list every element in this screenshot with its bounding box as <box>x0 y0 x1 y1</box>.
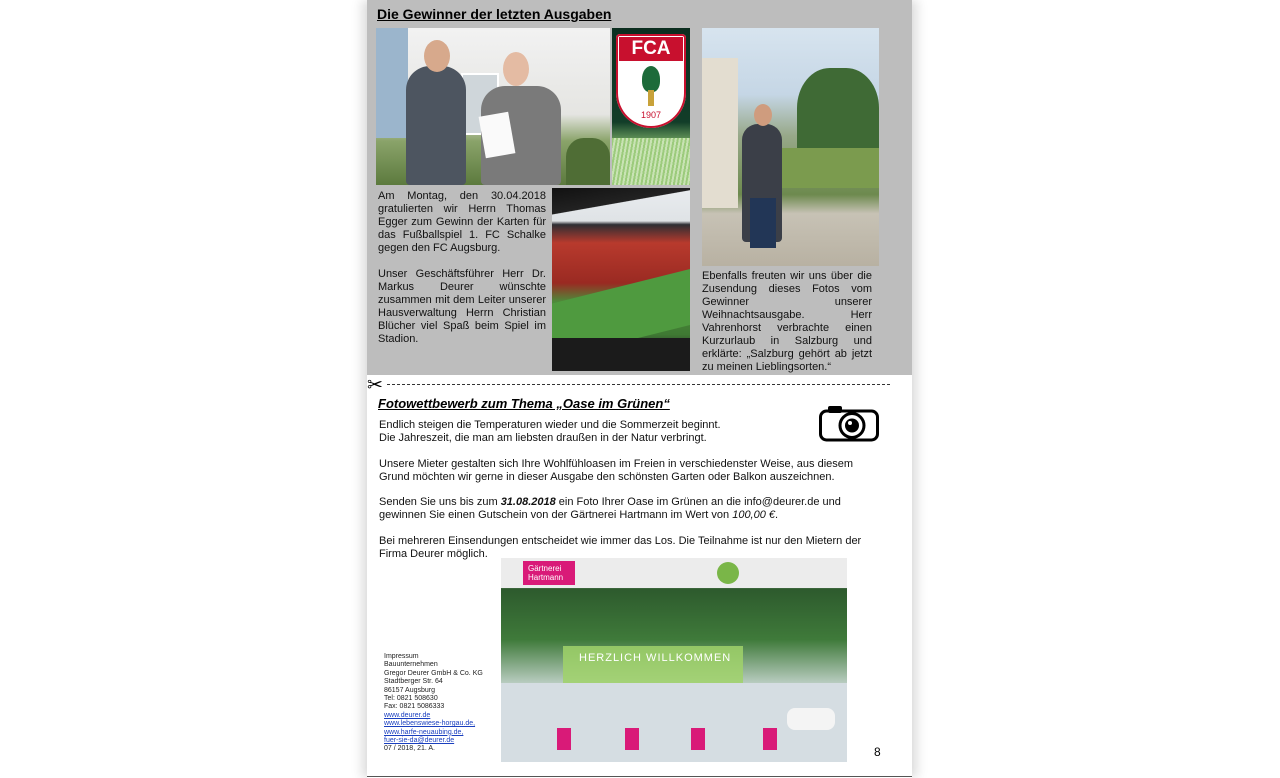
contest-p3-mid: ein Foto Ihrer Oase im Grünen an die info@deurer.de und gewinnen Sie einen Gutschein von der Gärtnerei Hartmann im Wert von <box>379 496 841 521</box>
imprint-link-harfe[interactable]: www.harfe-neuaubing.de, <box>384 728 464 736</box>
photo-handshake <box>376 28 610 185</box>
fca-logo-year: 1907 <box>640 110 662 120</box>
imprint <box>384 653 499 754</box>
contest-p3-pre: Senden Sie uns bis zum <box>379 496 501 508</box>
contest-paragraph-4: Bei mehreren Einsendungen entscheidet wie immer das Los. Die Teilnahme ist nur den Mietern der Firma Deurer möglich. <box>379 535 862 560</box>
cut-line <box>387 384 890 385</box>
caption-left-p2: Unser Geschäftsführer Herr Dr. Markus Deurer wünschte zusammen mit dem Leiter unserer Hausverwaltung Herrn Christian Blücher viel Spaß beim Spiel im Stadion. <box>378 268 546 345</box>
photo-stadium <box>552 188 690 371</box>
imprint-line: Bauunternehmen <box>384 661 438 669</box>
imprint-line: Stadtberger Str. 64 <box>384 678 443 686</box>
contest-deadline: 31.08.2018 <box>500 496 556 508</box>
imprint-link-lebenswiese[interactable]: www.lebenswiese-horgau.de, <box>384 720 476 728</box>
welcome-sign-text: HERZLICH WILLKOMMEN <box>579 652 732 664</box>
photo-salzburg <box>702 28 879 266</box>
contest-p3-end: . <box>775 509 779 521</box>
newsletter-page <box>367 0 912 778</box>
leaf-badge-icon <box>717 562 739 584</box>
page-number: 8 <box>874 745 881 759</box>
fca-crest-icon <box>616 34 686 128</box>
contest-title: Fotowettbewerb zum Thema „Oase im Grünen“ <box>378 396 670 411</box>
gaertnerei-logo-line1: Gärtnerei <box>528 564 562 573</box>
caption-left-p1: Am Montag, den 30.04.2018 gratulierten wir Herrn Thomas Egger zum Gewinn der Karten für das Fußballspiel 1. FC Schalke gegen den FC Augsburg. <box>378 190 546 254</box>
imprint-link-email[interactable]: fuer-sie-da@deurer.de <box>384 737 455 745</box>
photo-fca-logo <box>612 28 690 185</box>
contest-paragraph-3 <box>379 496 879 522</box>
page-bottom-rule <box>367 776 912 777</box>
contest-p1-line1: Endlich steigen die Temperaturen wieder und die Sommerzeit beginnt. <box>379 419 721 431</box>
contest-prize-amount: 100,00 € <box>732 509 776 521</box>
imprint-fax: Fax: 0821 5086333 <box>384 703 445 711</box>
imprint-edition: 07 / 2018, 21. A. <box>384 745 435 753</box>
photo-gaertnerei <box>501 558 847 762</box>
contest-p1-line2: Die Jahreszeit, die man am liebsten draußen in der Natur verbringt. <box>379 432 707 444</box>
contest-paragraph-1 <box>379 419 879 445</box>
section-heading: Die Gewinner der letzten Ausgaben <box>377 6 612 22</box>
imprint-tel: Tel: 0821 508630 <box>384 695 438 703</box>
imprint-link-deurer[interactable]: www.deurer.de <box>384 711 431 719</box>
imprint-line: Gregor Deurer GmbH & Co. KG <box>384 669 483 677</box>
caption-right: Ebenfalls freuten wir uns über die Zusendung dieses Fotos vom Gewinner unserer Weihnachtsausgabe. Herr Vahrenhorst verbrachte einen Kurzurlaub in Salzburg und erklärte: „Salzburg gehört ab jetzt zu meinen Lieblingsorten.“ <box>702 270 872 373</box>
scissors-icon: ✂ <box>367 375 383 396</box>
fca-logo-text: FCA <box>619 37 683 61</box>
contest-paragraph-2: Unsere Mieter gestalten sich Ihre Wohlfühloasen im Freien in verschiedenster Weise, aus diesem Grund möchten wir gerne in dieser Ausgabe den schönsten Garten oder Balkon auszeichnen. <box>379 458 854 483</box>
caption-left <box>378 190 546 346</box>
imprint-line: 86157 Augsburg <box>384 686 435 694</box>
gaertnerei-logo-text <box>528 564 563 582</box>
imprint-title: Impressum <box>384 653 419 660</box>
gaertnerei-logo-line2: Hartmann <box>528 573 564 582</box>
